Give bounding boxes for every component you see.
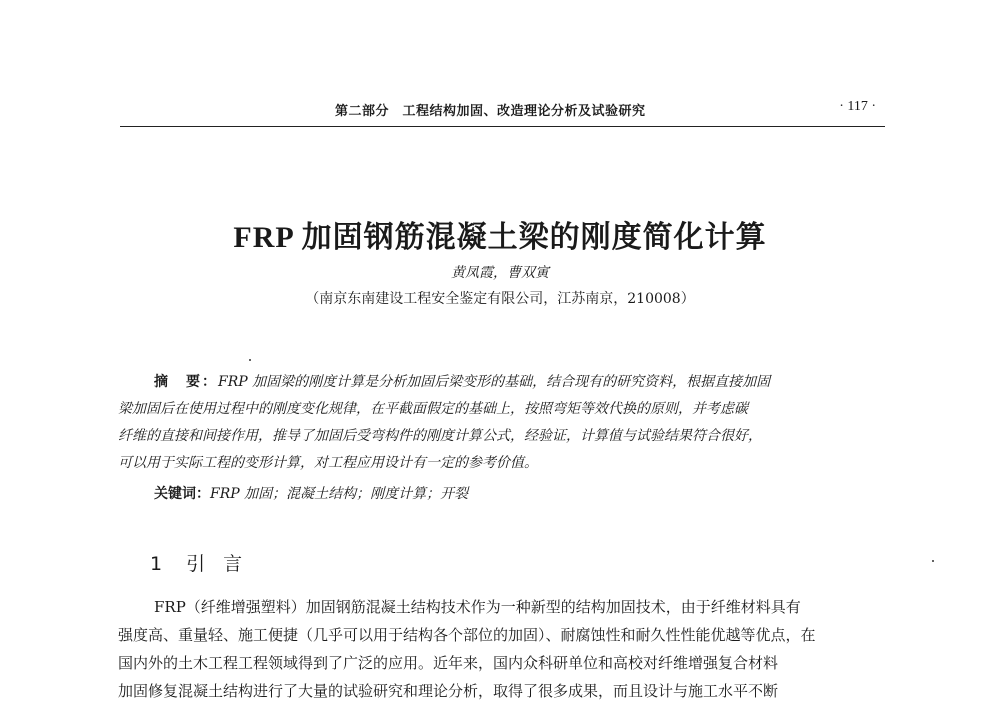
body-line: FRP（纤维增强塑料）加固钢筋混凝土结构技术作为一种新型的结构加固技术，由于纤维材料具有 bbox=[154, 598, 801, 616]
abstract-label: 摘 要： bbox=[154, 374, 218, 390]
paper-authors: 黄凤霞，曹双寅 bbox=[451, 265, 549, 281]
paper-affiliation: （南京东南建设工程安全鉴定有限公司，江苏南京，210008） bbox=[305, 291, 695, 307]
abstract-line: 可以用于实际工程的变形计算，对工程应用设计有一定的参考价值。 bbox=[118, 455, 538, 471]
abstract-line: 纤维的直接和间接作用，推导了加固后受弯构件的刚度计算公式，经验证，计算值与试验结果符合很好， bbox=[118, 428, 762, 444]
body-paragraph bbox=[118, 593, 888, 705]
keywords-text: FRP 加固；混凝土结构；刚度计算；开裂 bbox=[210, 486, 469, 502]
body-line: 国内外的土木工程工程领域得到了广泛的应用。近年来，国内众科研单位和高校对纤维增强复合材料 bbox=[118, 654, 779, 672]
body-line: 强度高、重量轻、施工便捷（几乎可以用于结构各个部位的加固）、耐腐蚀性和耐久性性能优越等优点，在 bbox=[118, 626, 816, 644]
keywords-label: 关键词： bbox=[154, 486, 210, 502]
section-title: 引言 bbox=[186, 553, 261, 575]
running-header-section-title: 第二部分 工程结构加固、改造理论分析及试验研究 bbox=[335, 104, 646, 119]
abstract-line-text: FRP 加固梁的刚度计算是分析加固后梁变形的基础，结合现有的研究资料，根据直接加固 bbox=[218, 374, 771, 390]
scan-speck bbox=[249, 359, 251, 361]
header-rule bbox=[120, 126, 885, 127]
abstract-line: 梁加固后在使用过程中的刚度变化规律，在平截面假定的基础上，按照弯矩等效代换的原则，并考虑碳 bbox=[118, 401, 748, 417]
abstract bbox=[118, 369, 888, 477]
body-line: 加固修复混凝土结构进行了大量的试验研究和理论分析，取得了很多成果，而且设计与施工水平不断 bbox=[118, 682, 779, 700]
scan-speck bbox=[932, 560, 934, 562]
running-header bbox=[120, 98, 890, 124]
paper-title: FRP 加固钢筋混凝土梁的刚度简化计算 bbox=[233, 221, 767, 254]
abstract-line bbox=[118, 369, 888, 396]
section-number: 1 bbox=[150, 553, 165, 575]
section-heading bbox=[150, 549, 260, 576]
keywords bbox=[154, 483, 468, 503]
page-number: · 117 · bbox=[839, 99, 876, 114]
